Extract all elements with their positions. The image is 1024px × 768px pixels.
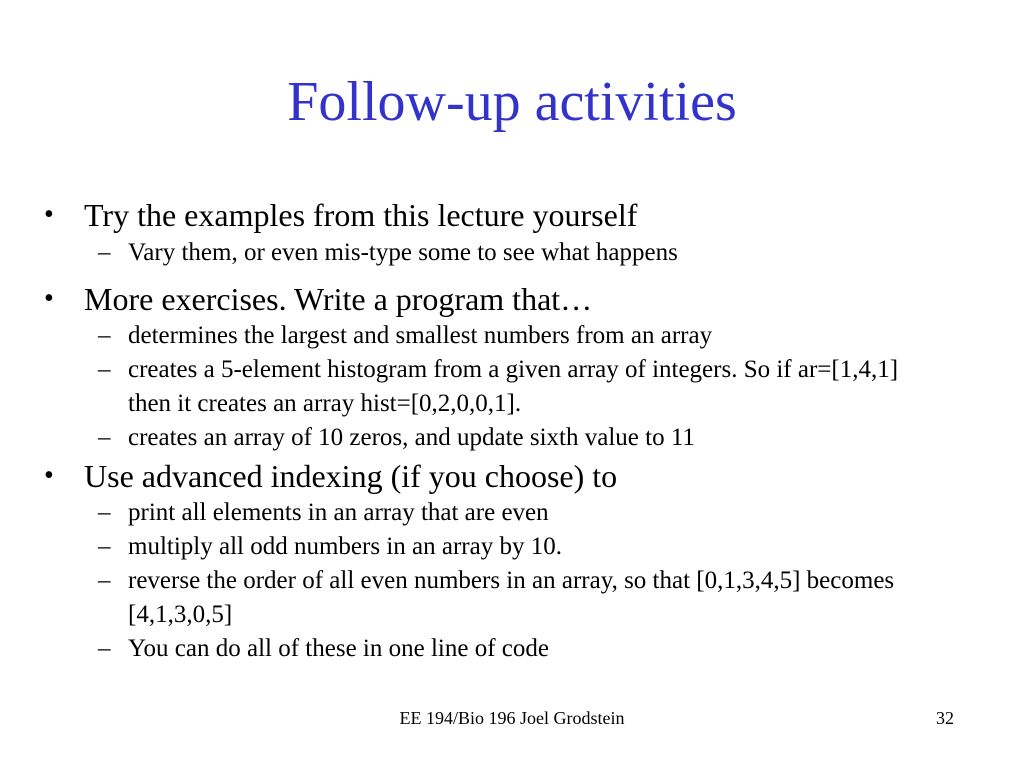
sub-bullet-item (0, 421, 908, 455)
dash-icon: – (98, 567, 111, 594)
sub-bullet-item (0, 530, 908, 564)
sub-bullet-text: reverse the order of all even numbers in an array, so that [0,1,3,4,5] becomes [4,1,3,0,5] (128, 567, 895, 628)
dash-icon: – (98, 533, 111, 560)
footer-course-label: EE 194/Bio 196 Joel Grodstein (399, 708, 625, 728)
dash-icon: – (98, 424, 111, 451)
bullet-text: Try the examples from this lecture yourself (84, 197, 638, 233)
bullet-item-1 (0, 197, 1024, 233)
sub-bullet-text: creates an array of 10 zeros, and update sixth value to 11 (128, 424, 695, 451)
sub-bullet-text: determines the largest and smallest numbers from an array (128, 322, 713, 349)
dash-icon: – (98, 356, 111, 383)
sub-bullet-item (0, 236, 908, 270)
dash-icon: – (98, 322, 111, 349)
slide-title: Follow-up activities (287, 71, 737, 133)
sub-bullet-item (0, 496, 908, 530)
dash-icon: – (98, 635, 111, 662)
sub-bullet-text: creates a 5-element histogram from a given array of integers. So if ar=[1,4,1] then it creates an array hist=[0,2,0,0,1]. (128, 356, 899, 417)
bullet-dot-icon: • (44, 460, 54, 491)
bullet-dot-icon: • (44, 283, 54, 314)
dash-icon: – (98, 499, 111, 526)
bullet-dot-icon: • (44, 199, 54, 230)
sub-bullet-text: multiply all odd numbers in an array by 10. (128, 533, 562, 560)
sub-bullet-text: Vary them, or even mis-type some to see what happens (128, 239, 678, 266)
sub-bullet-text: print all elements in an array that are even (128, 499, 549, 526)
bullet-item-3 (0, 458, 1024, 494)
sub-bullet-item (0, 319, 908, 353)
bullet-text: Use advanced indexing (if you choose) to (84, 458, 618, 494)
sub-bullet-item (0, 353, 908, 421)
bullet-item-2 (0, 281, 1024, 317)
page-number: 32 (936, 708, 954, 728)
sub-bullet-item (0, 632, 908, 666)
sub-bullet-item (0, 564, 908, 632)
bullet-group-3 (0, 458, 1024, 666)
dash-icon: – (98, 239, 111, 266)
bullet-text: More exercises. Write a program that… (84, 281, 593, 317)
bullet-group-2 (0, 281, 1024, 455)
sub-bullet-text: You can do all of these in one line of code (128, 635, 549, 662)
bullet-group-1 (0, 197, 1024, 270)
